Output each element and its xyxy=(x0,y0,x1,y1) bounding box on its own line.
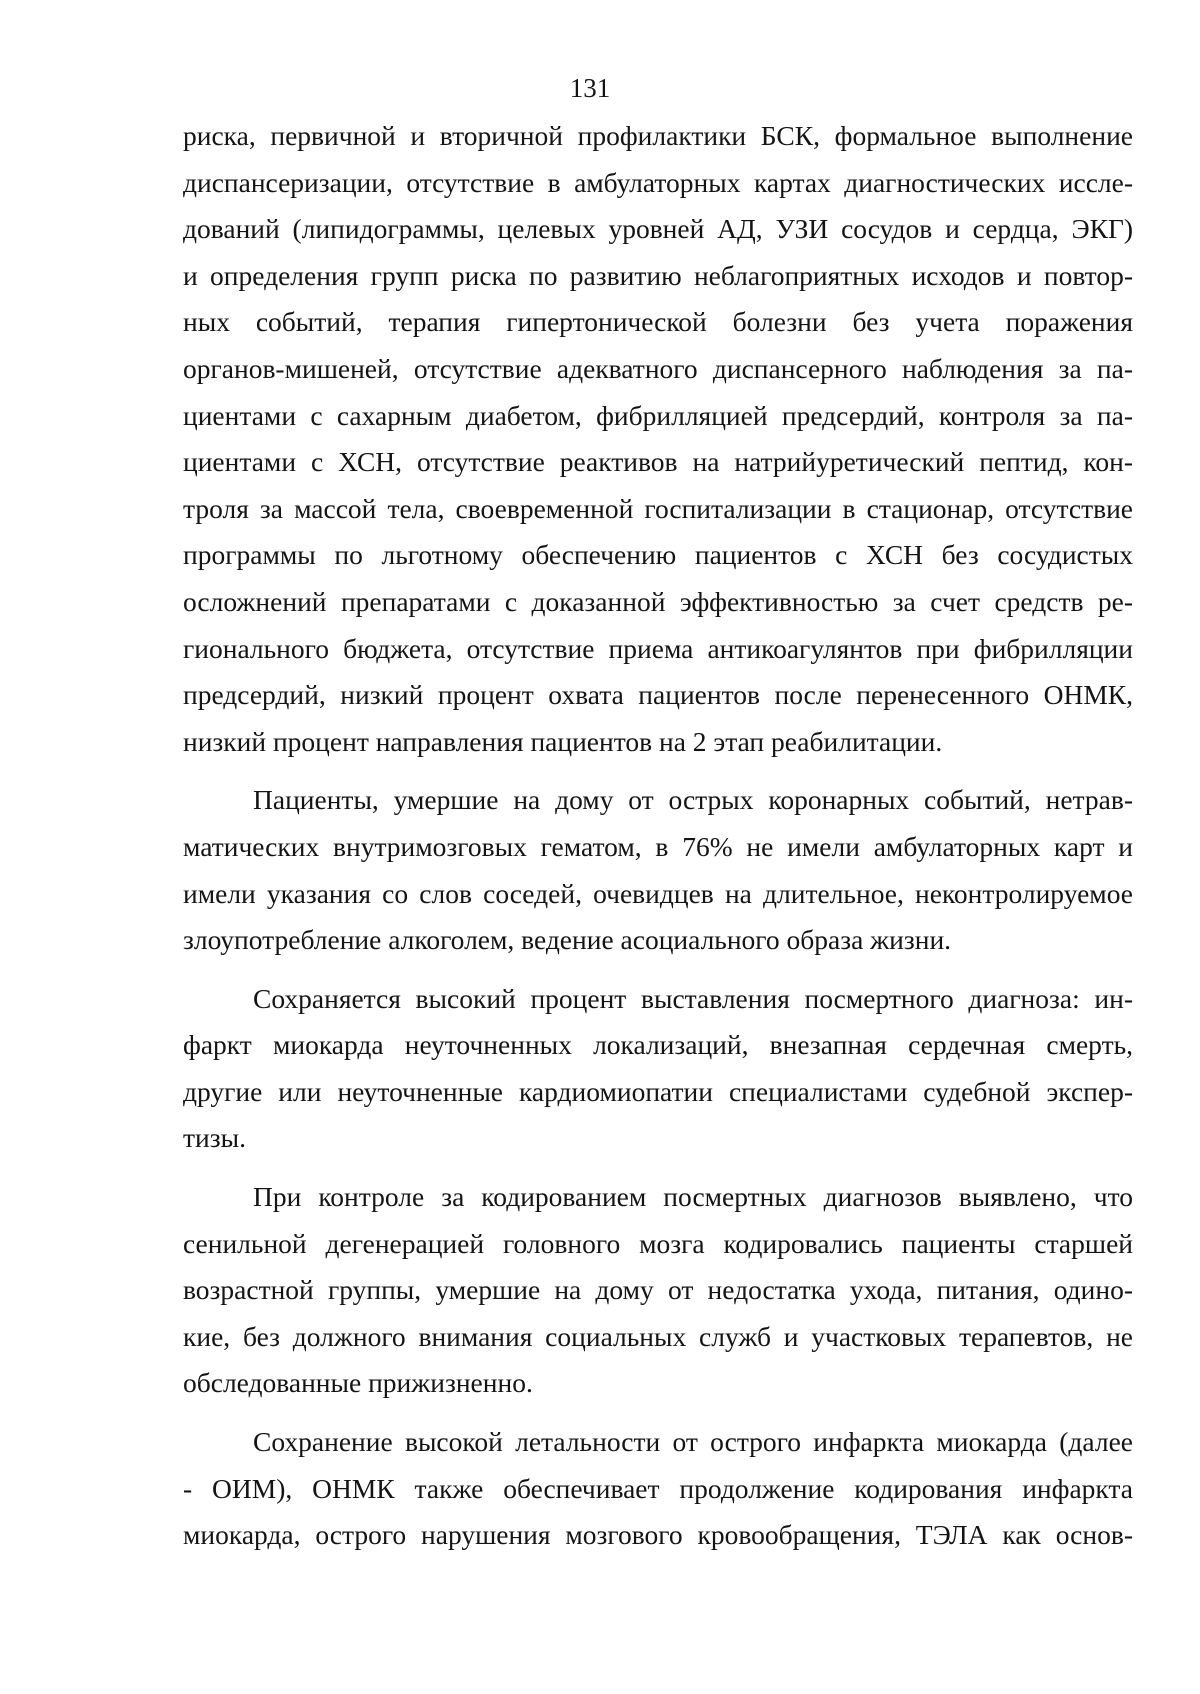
text-line: фаркт миокарда неуточненных локализаций, внезапная сердечная смерть, xyxy=(183,1029,1133,1061)
text-line: кие, без должного внимания социальных служб и участковых терапевтов, не xyxy=(183,1320,1133,1352)
paragraph-5 xyxy=(183,1419,1133,1559)
text-line: обследованные прижизненно. xyxy=(183,1367,533,1399)
body-text xyxy=(183,113,1133,1559)
paragraph-2 xyxy=(183,777,1133,963)
text-line: риска, первичной и вторичной профилактики БСК, формальное выполнение xyxy=(183,120,1133,151)
text-line: Сохраняется высокий процент выставления посмертного диагноза: ин- xyxy=(253,982,1133,1014)
text-line: возрастной группы, умершие на дому от недостатка ухода, питания, одино- xyxy=(183,1274,1133,1306)
text-line: предсердий, низкий процент охвата пациентов после перенесенного ОНМК, xyxy=(183,679,1133,711)
text-line: осложнений препаратами с доказанной эффективностью за счет средств ре- xyxy=(183,585,1133,617)
text-line: ных событий, терапия гипертонической болезни без учета поражения xyxy=(183,306,1133,338)
text-line: низкий процент направления пациентов на 2 этап реабилитации. xyxy=(183,725,943,757)
text-line: сенильной дегенерацией головного мозга кодировались пациенты старшей xyxy=(183,1227,1133,1259)
text-line: имели указания со слов соседей, очевидцев на длительное, неконтролируемое xyxy=(183,877,1133,909)
paragraph-3 xyxy=(183,976,1133,1162)
paragraph-1 xyxy=(183,113,1133,765)
text-line: При контроле за кодированием посмертных диагнозов выявлено, что xyxy=(253,1181,1133,1213)
text-line: и определения групп риска по развитию неблагоприятных исходов и повтор- xyxy=(183,259,1133,291)
text-line: циентами с сахарным диабетом, фибрилляцией предсердий, контроля за па- xyxy=(183,399,1133,431)
text-line: органов-мишеней, отсутствие адекватного диспансерного наблюдения за па- xyxy=(183,352,1133,384)
text-line: - ОИМ), ОНМК также обеспечивает продолжение кодирования инфаркта xyxy=(183,1472,1133,1504)
text-line: другие или неуточненные кардиомиопатии специалистами судебной экспер- xyxy=(183,1075,1133,1107)
text-line: диспансеризации, отсутствие в амбулаторных картах диагностических иссле- xyxy=(183,166,1133,198)
text-line: Пациенты, умершие на дому от острых коронарных событий, нетрав- xyxy=(253,784,1133,816)
text-line: гионального бюджета, отсутствие приема антикоагулянтов при фибрилляции xyxy=(183,632,1133,664)
paragraph-4 xyxy=(183,1174,1133,1407)
text-line: троля за массой тела, своевременной госпитализации в стационар, отсутствие xyxy=(183,492,1133,524)
page-number: 131 xyxy=(569,73,611,103)
text-line: злоупотребление алкоголем, ведение асоциального образа жизни. xyxy=(183,924,952,956)
text-line: тизы. xyxy=(183,1122,246,1154)
text-line: циентами с ХСН, отсутствие реактивов на натрийуретический пептид, кон- xyxy=(183,446,1133,478)
text-line: матических внутримозговых гематом, в 76% не имели амбулаторных карт и xyxy=(183,830,1133,862)
text-line: дований (липидограммы, целевых уровней АД, УЗИ сосудов и сердца, ЭКГ) xyxy=(183,213,1133,245)
text-line: Сохранение высокой летальности от острого инфаркта миокарда (далее xyxy=(253,1426,1133,1458)
text-line: программы по льготному обеспечению пациентов с ХСН без сосудистых xyxy=(183,539,1133,571)
text-line: миокарда, острого нарушения мозгового кровообращения, ТЭЛА как основ- xyxy=(183,1519,1133,1551)
